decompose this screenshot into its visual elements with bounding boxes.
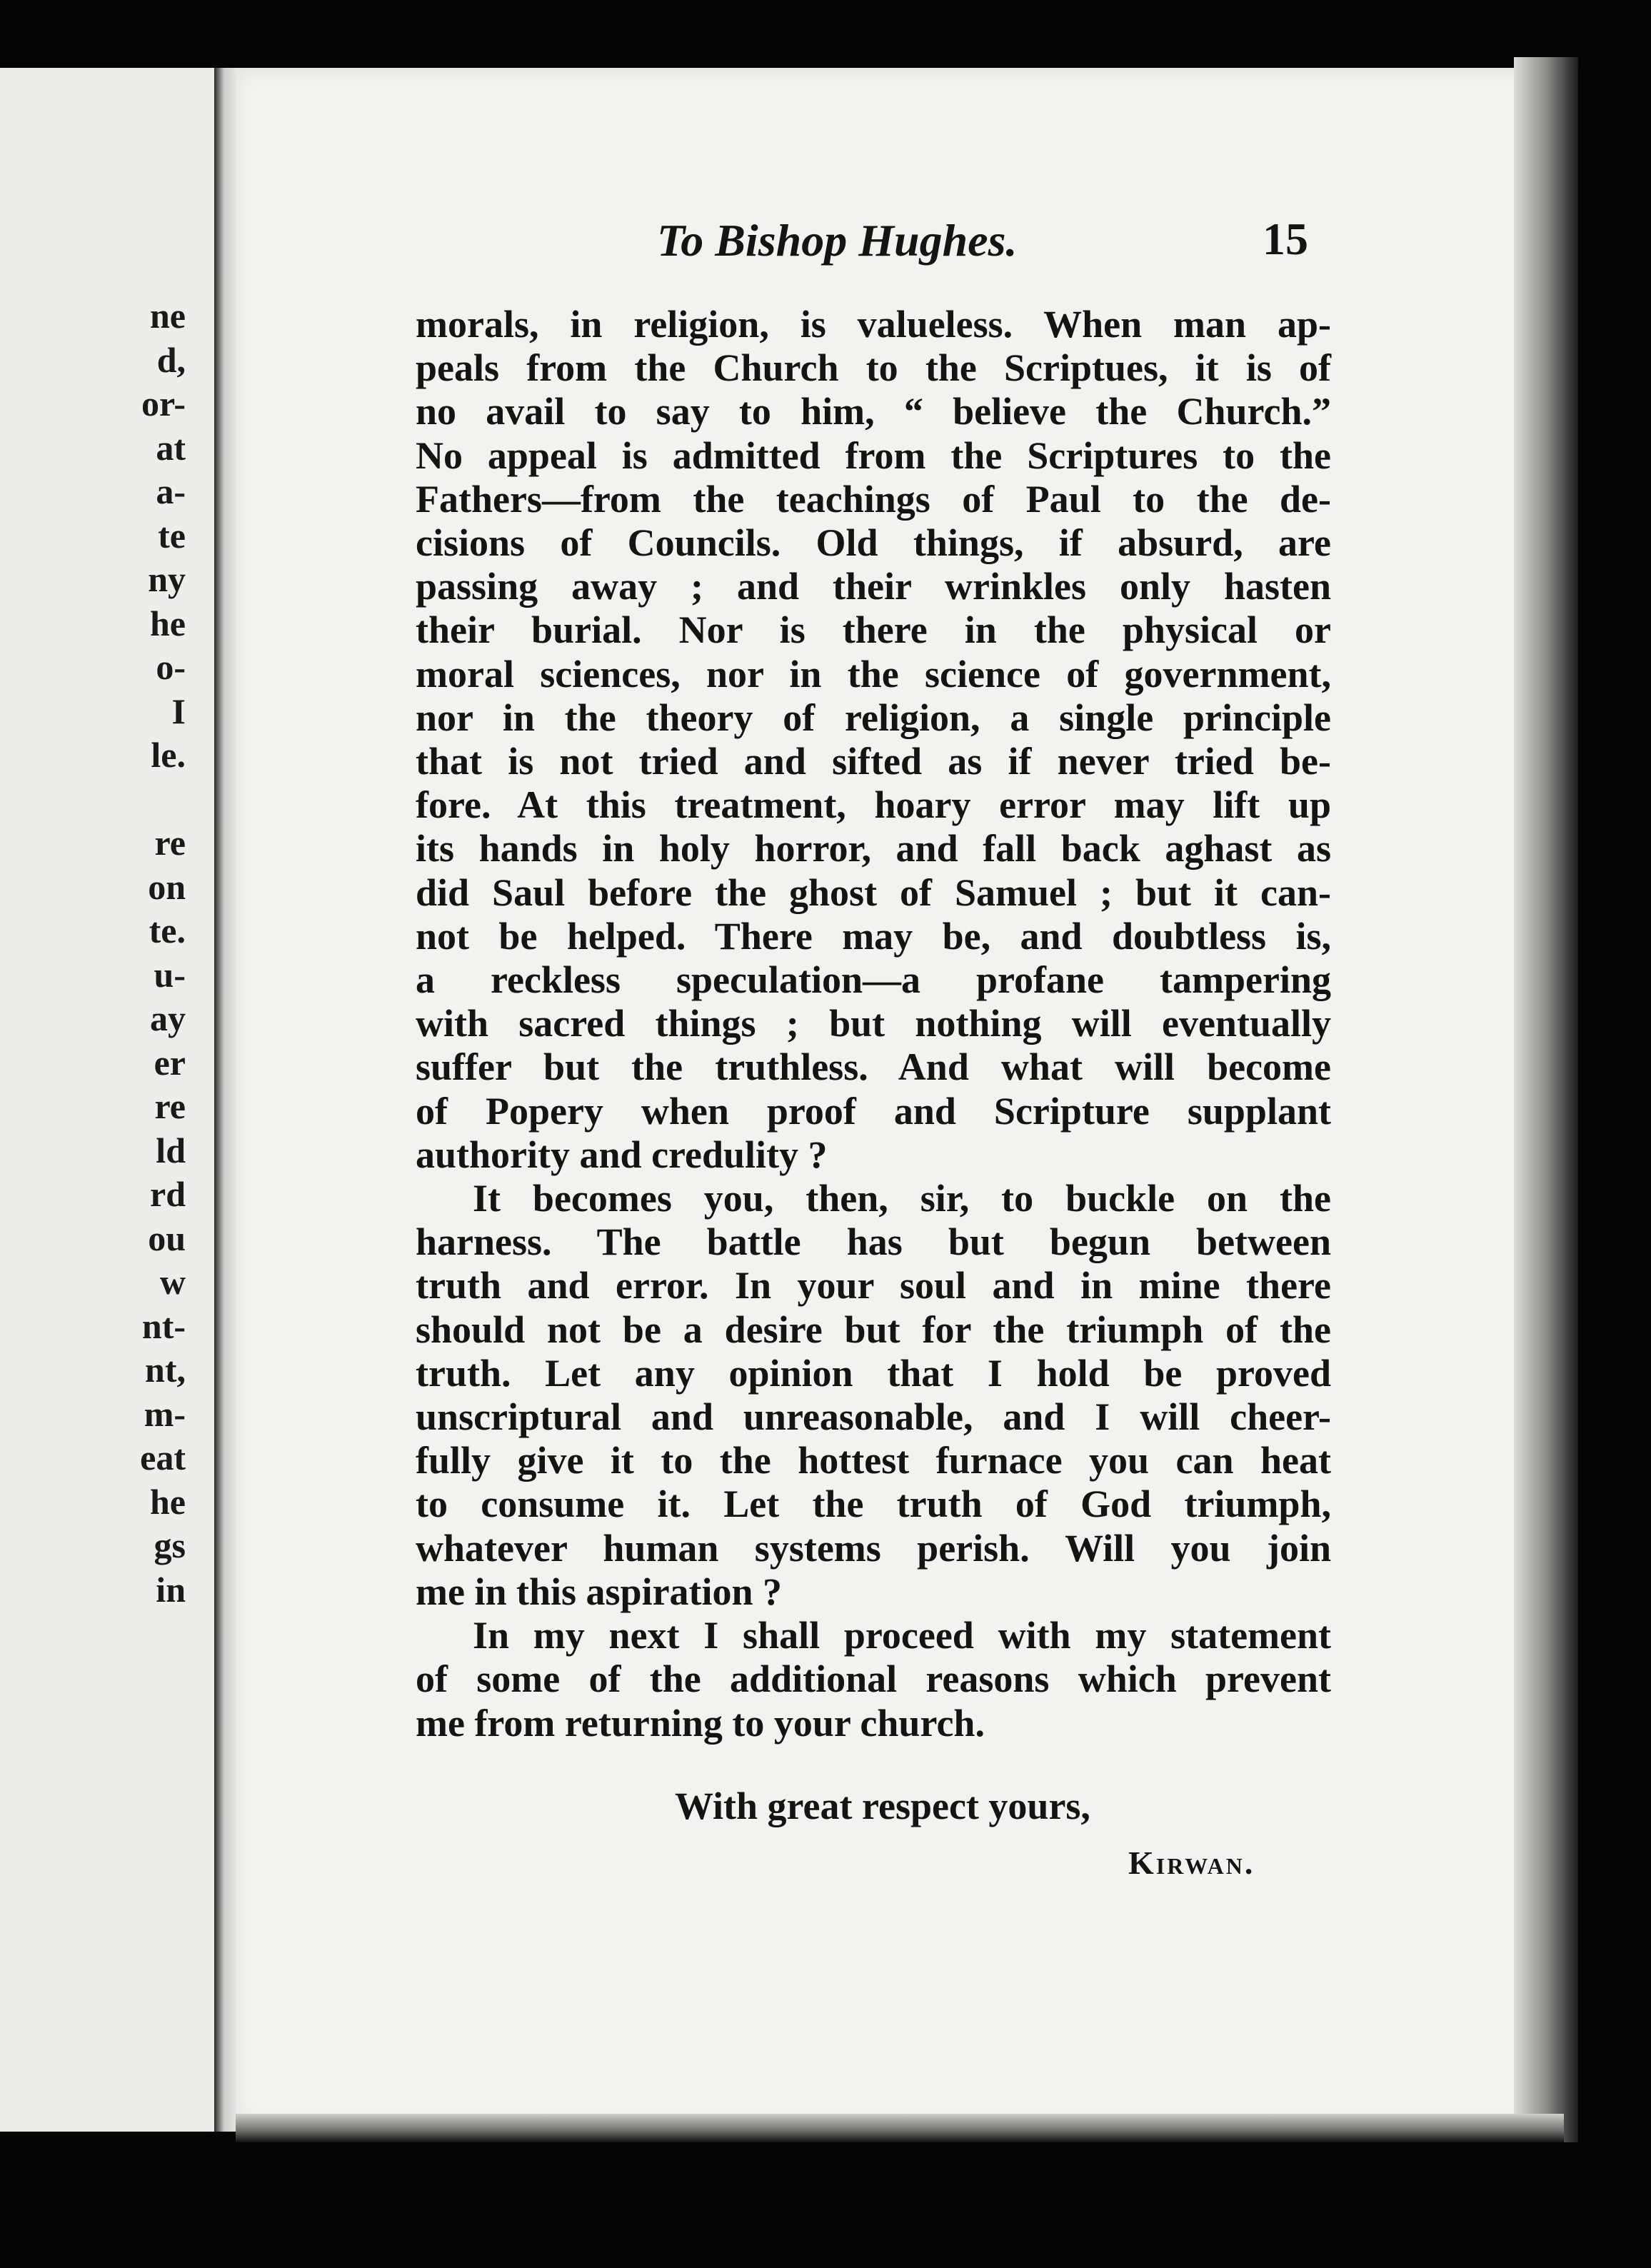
facing-page-fragment: le. bbox=[151, 735, 186, 775]
scan-border-bottom bbox=[0, 2199, 1651, 2268]
text-line: me from returning to your church. bbox=[416, 1701, 985, 1745]
facing-page-fragment: rd bbox=[150, 1174, 186, 1214]
facing-page-fragment: ny bbox=[148, 559, 186, 599]
facing-page-fragment: at bbox=[156, 428, 186, 468]
text-line: Fathers—from the teachings of Paul to the de- bbox=[416, 477, 1331, 521]
text-line: harness. The battle has but begun between bbox=[416, 1220, 1331, 1264]
page-number: 15 bbox=[1263, 214, 1308, 264]
text-line: to consume it. Let the truth of God triumph, bbox=[416, 1482, 1331, 1526]
text-line: fore. At this treatment, hoary error may lift up bbox=[416, 783, 1331, 827]
facing-page-fragment: d, bbox=[156, 340, 186, 380]
text-line: No appeal is admitted from the Scriptures to the bbox=[416, 433, 1331, 477]
text-line: whatever human systems perish. Will you join bbox=[416, 1526, 1331, 1570]
scan-border-top bbox=[0, 0, 1651, 68]
facing-page-fragment: gs bbox=[154, 1525, 186, 1565]
facing-page-fragment: w bbox=[159, 1262, 186, 1302]
page-edge-bottom bbox=[236, 2114, 1564, 2142]
text-line: fully give it to the hottest furnace you can heat bbox=[416, 1439, 1331, 1482]
facing-page-edge bbox=[0, 68, 219, 2132]
text-line: not be helped. There may be, and doubtless is, bbox=[416, 914, 1331, 958]
facing-page-fragment: in bbox=[156, 1570, 186, 1610]
running-title: To Bishop Hughes. bbox=[657, 215, 1018, 266]
text-line: peals from the Church to the Scriptues, it is of bbox=[416, 346, 1331, 390]
facing-page-fragment: re bbox=[154, 823, 186, 863]
facing-page-fragment: nt, bbox=[145, 1350, 186, 1390]
text-line: their burial. Nor is there in the physical or bbox=[416, 608, 1331, 652]
page-edge-right bbox=[1514, 57, 1578, 2142]
text-line: moral sciences, nor in the science of government, bbox=[416, 652, 1331, 696]
facing-page-fragment: he bbox=[150, 603, 186, 643]
facing-page-fragment: te bbox=[158, 516, 186, 556]
facing-page-fragment: on bbox=[148, 867, 186, 907]
text-line: me in this aspiration ? bbox=[416, 1570, 783, 1613]
facing-page-fragment: a- bbox=[156, 471, 186, 511]
text-line: cisions of Councils. Old things, if absurd, are bbox=[416, 521, 1331, 565]
text-line: morals, in religion, is valueless. When man ap- bbox=[416, 303, 1331, 346]
facing-page-fragment: ne bbox=[150, 296, 186, 336]
text-line: authority and credulity ? bbox=[416, 1133, 828, 1176]
facing-page-fragment: ou bbox=[148, 1218, 186, 1258]
facing-page-fragment: o- bbox=[156, 647, 186, 687]
text-line: of some of the additional reasons which prevent bbox=[416, 1657, 1331, 1701]
facing-page-fragment: he bbox=[150, 1482, 186, 1522]
text-line: nor in the theory of religion, a single principle bbox=[416, 696, 1331, 739]
facing-page-fragment: or- bbox=[141, 383, 186, 423]
facing-page-fragment: u- bbox=[154, 955, 186, 995]
text-line: did Saul before the ghost of Samuel ; but it can- bbox=[416, 870, 1331, 914]
text-line: passing away ; and their wrinkles only hasten bbox=[416, 565, 1331, 608]
text-line: a reckless speculation—a profane tampering bbox=[416, 958, 1331, 1002]
text-line: truth and error. In your soul and in mine there bbox=[416, 1264, 1331, 1308]
text-line: suffer but the truthless. And what will become bbox=[416, 1045, 1331, 1089]
text-line: should not be a desire but for the triumph of the bbox=[416, 1308, 1331, 1351]
letter-closing: With great respect yours, bbox=[675, 1785, 1090, 1827]
facing-page-fragment: er bbox=[154, 1043, 186, 1083]
text-line: that is not tried and sifted as if never tried be- bbox=[416, 740, 1331, 783]
facing-page-fragment: te. bbox=[149, 910, 186, 950]
text-line: no avail to say to him, “ believe the Church.” bbox=[416, 390, 1331, 433]
facing-page-fragment: eat bbox=[140, 1437, 186, 1477]
facing-page-fragment: m- bbox=[144, 1394, 186, 1434]
facing-page-fragment: re bbox=[154, 1086, 186, 1126]
text-line: of Popery when proof and Scripture supplant bbox=[416, 1089, 1331, 1133]
facing-page-fragment: ld bbox=[156, 1130, 186, 1170]
text-line: with sacred things ; but nothing will eventually bbox=[416, 1002, 1331, 1045]
text-line: its hands in holy horror, and fall back aghast as bbox=[416, 827, 1331, 870]
text-line: In my next I shall proceed with my statement bbox=[473, 1614, 1331, 1657]
text-line: truth. Let any opinion that I hold be proved bbox=[416, 1351, 1331, 1395]
facing-page-fragment: nt- bbox=[141, 1306, 186, 1346]
letter-signature: Kirwan. bbox=[1128, 1845, 1255, 1881]
text-line: It becomes you, then, sir, to buckle on the bbox=[473, 1177, 1331, 1220]
facing-page-fragment: I bbox=[171, 691, 186, 731]
body-text bbox=[416, 303, 1331, 1745]
text-line: unscriptural and unreasonable, and I will cheer- bbox=[416, 1395, 1331, 1439]
facing-page-fragment: ay bbox=[150, 998, 186, 1038]
